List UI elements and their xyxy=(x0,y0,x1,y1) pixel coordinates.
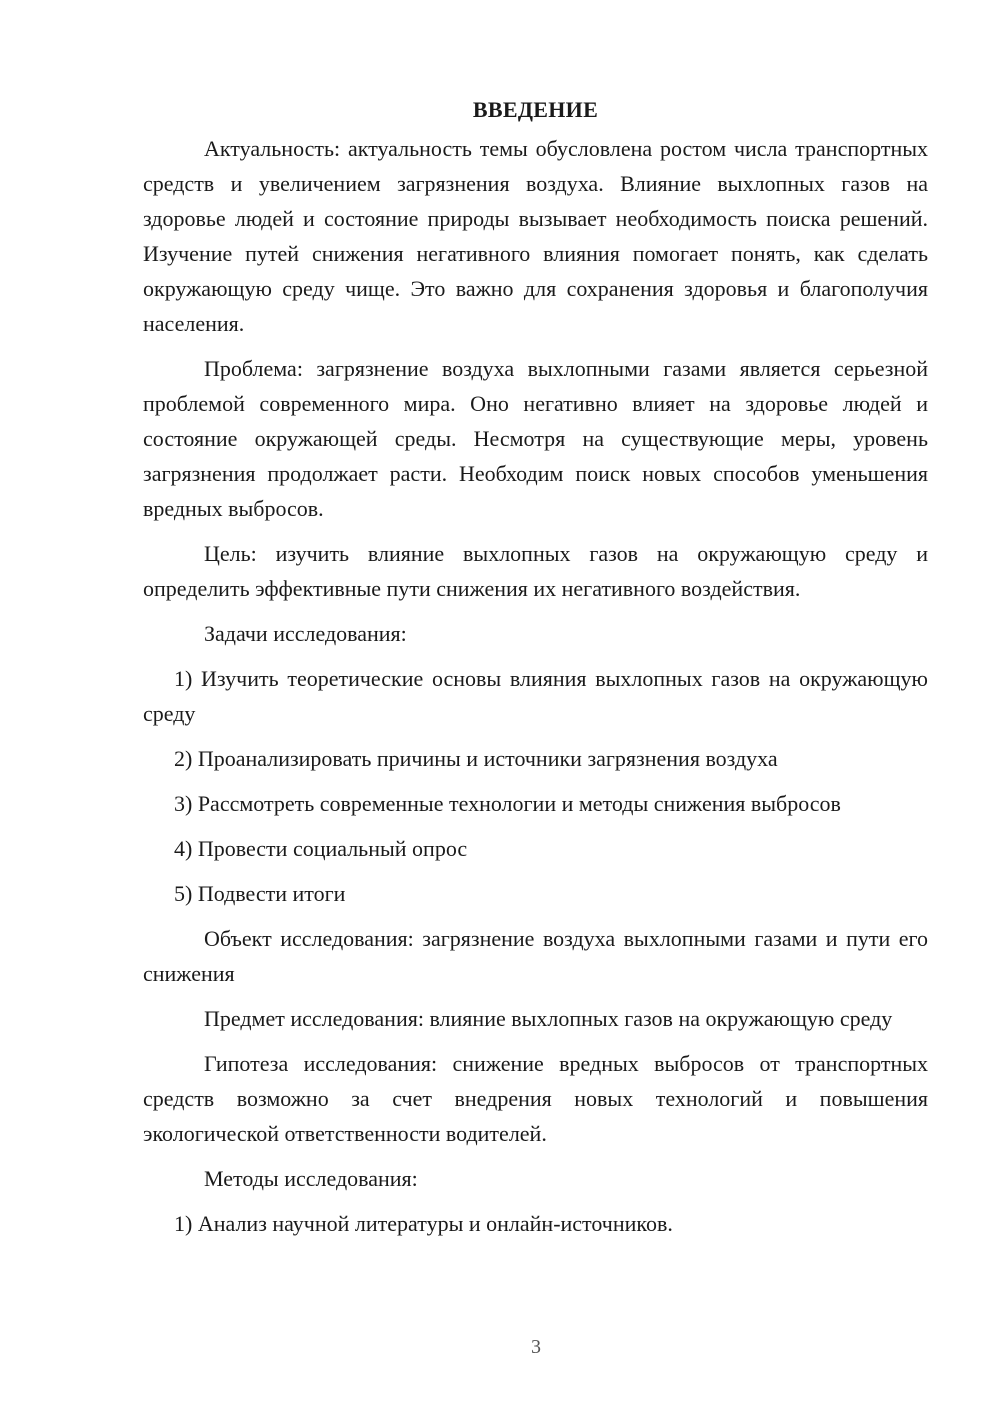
methods-list xyxy=(143,1206,928,1241)
object-paragraph: Объект исследования: загрязнение воздуха выхлопными газами и пути его снижения xyxy=(143,926,928,986)
page-number: 3 xyxy=(531,1336,541,1358)
subject-paragraph: Предмет исследования: влияние выхлопных газов на окружающую среду xyxy=(204,1006,893,1031)
relevance-paragraph: Актуальность: актуальность темы обусловлена ростом числа транспортных средств и увеличением загрязнения воздуха. Влияние выхлопных газов на здоровье людей и состояние природы вызывает необходимость поиска решений. Изучение путей снижения негативного влияния помогает понять, как сделать окружающую среду чище. Это важно для сохранения здоровья и благополучия населения. xyxy=(143,136,928,336)
tasks-list xyxy=(143,661,928,911)
task-item: 1) Изучить теоретические основы влияния выхлопных газов на окружающую среду xyxy=(143,666,928,726)
tasks-heading: Задачи исследования: xyxy=(204,621,407,646)
problem-paragraph: Проблема: загрязнение воздуха выхлопными газами является серьезной проблемой современного мира. Оно негативно влияет на здоровье людей и состояние окружающей среды. Несмотря на существующие меры, уровень загрязнения продолжает расти. Необходим поиск новых способов уменьшения вредных выбросов. xyxy=(143,356,928,521)
methods-heading: Методы исследования: xyxy=(204,1166,418,1191)
page-title: ВВЕДЕНИЕ xyxy=(472,97,599,122)
task-item: 5) Подвести итоги xyxy=(174,881,346,906)
goal-paragraph: Цель: изучить влияние выхлопных газов на окружающую среду и определить эффективные пути снижения их негативного воздействия. xyxy=(143,541,928,601)
method-item: 1) Анализ научной литературы и онлайн-источников. xyxy=(174,1211,673,1236)
task-item: 2) Проанализировать причины и источники загрязнения воздуха xyxy=(174,746,778,771)
task-item: 3) Рассмотреть современные технологии и методы снижения выбросов xyxy=(174,791,841,816)
hypothesis-paragraph: Гипотеза исследования: снижение вредных выбросов от транспортных средств возможно за счет внедрения новых технологий и повышения экологической ответственности водителей. xyxy=(143,1051,928,1146)
task-item: 4) Провести социальный опрос xyxy=(174,836,468,861)
